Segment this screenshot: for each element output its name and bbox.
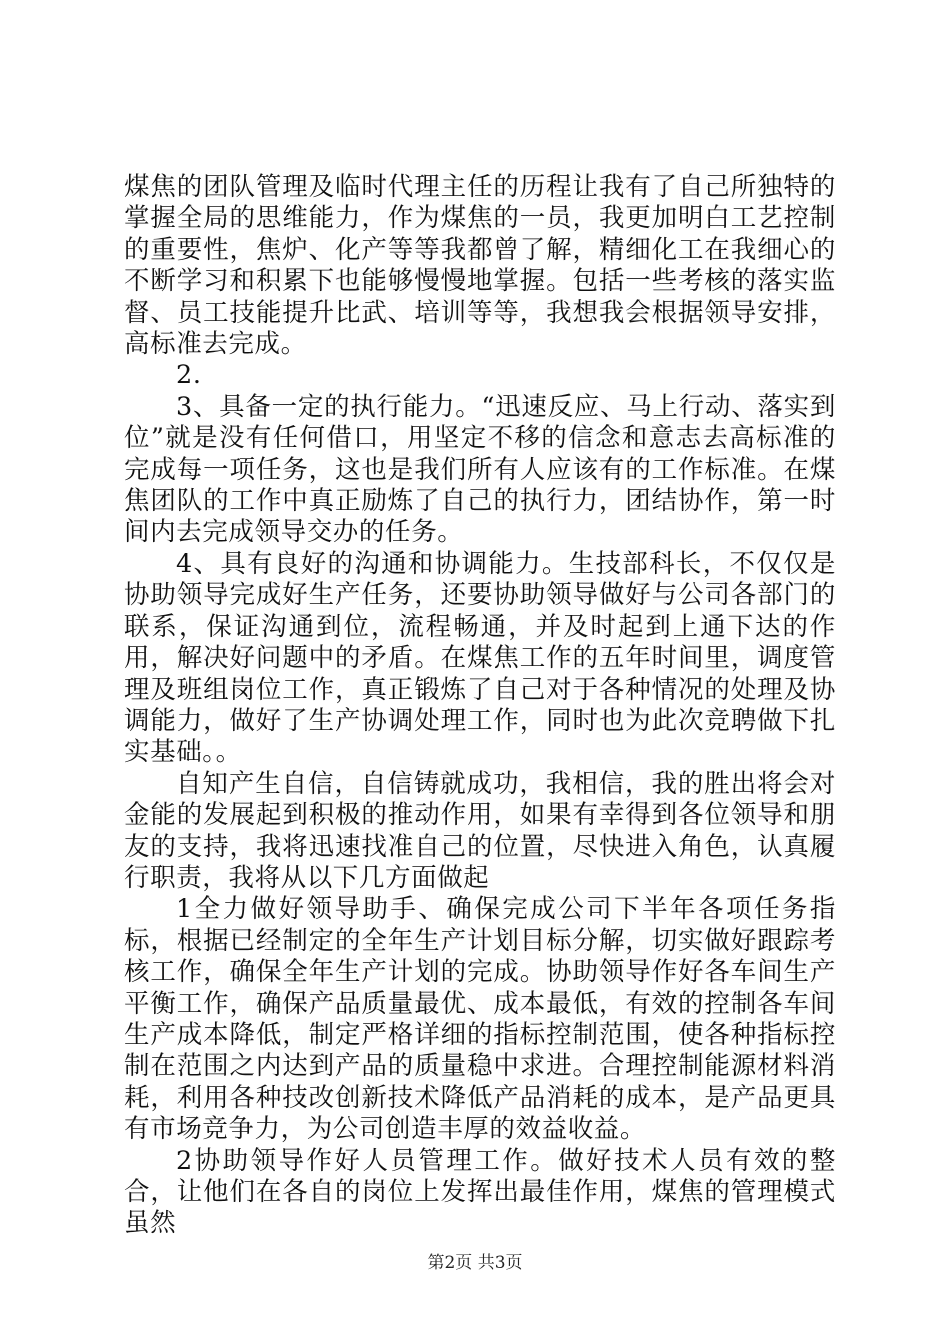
page-footer: 第2页 共3页: [427, 1253, 523, 1273]
paragraph-1: 煤焦的团队管理及临时代理主任的历程让我有了自己所独特的掌握全局的思维能力，作为煤焦的一员，我更加明白工艺控制的重要性，焦炉、化产等等我都曾了解，精细化工在我细心的不断学习和积累下也能够慢慢地掌握。包括一些考核的落实监督、员工技能提升比武、培训等等，我想我会根据领导安排，高标准去完成。: [124, 172, 836, 360]
paragraph-3: 3、具备一定的执行能力。“迅速反应、马上行动、落实到位”就是没有任何借口，用坚定不移的信念和意志去高标准的完成每一项任务，这也是我们所有人应该有的工作标准。在煤焦团队的工作中真正励炼了自己的执行力，团结协作，第一时间内去完成领导交办的任务。: [124, 391, 836, 548]
paragraph-2: 2.: [176, 360, 202, 391]
paragraph-4: 4、具有良好的沟通和协调能力。生技部科长，不仅仅是协助领导完成好生产任务，还要协助领导做好与公司各部门的联系，保证沟通到位，流程畅通，并及时起到上通下达的作用，解决好问题中的矛盾。在煤焦工作的五年时间里，调度管理及班组岗位工作，真正锻炼了自己对于各种情况的处理及协调能力，做好了生产协调处理工作，同时也为此次竞聘做下扎实基础。。: [124, 548, 836, 768]
paragraph-6: 1全力做好领导助手、确保完成公司下半年各项任务指标，根据已经制定的全年生产计划目标分解，切实做好跟踪考核工作，确保全年生产计划的完成。协助领导作好各车间生产平衡工作，确保产品质量最优、成本最低，有效的控制各车间生产成本降低，制定严格详细的指标控制范围，使各种指标控制在范围之内达到产品的质量稳中求进。合理控制能源材料消耗，利用各种技改创新技术降低产品消耗的成本，是产品更具有市场竞争力，为公司创造丰厚的效益收益。: [124, 894, 836, 1145]
paragraph-7: 2协助领导作好人员管理工作。做好技术人员有效的整合，让他们在各自的岗位上发挥出最佳作用，煤焦的管理模式虽然: [124, 1145, 836, 1239]
document-body: [124, 172, 836, 1240]
paragraph-5: 自知产生自信，自信铸就成功，我相信，我的胜出将会对金能的发展起到积极的推动作用，如果有幸得到各位领导和朋友的支持，我将迅速找准自己的位置，尽快进入角色，认真履行职责，我将从以下几方面做起: [124, 768, 836, 893]
